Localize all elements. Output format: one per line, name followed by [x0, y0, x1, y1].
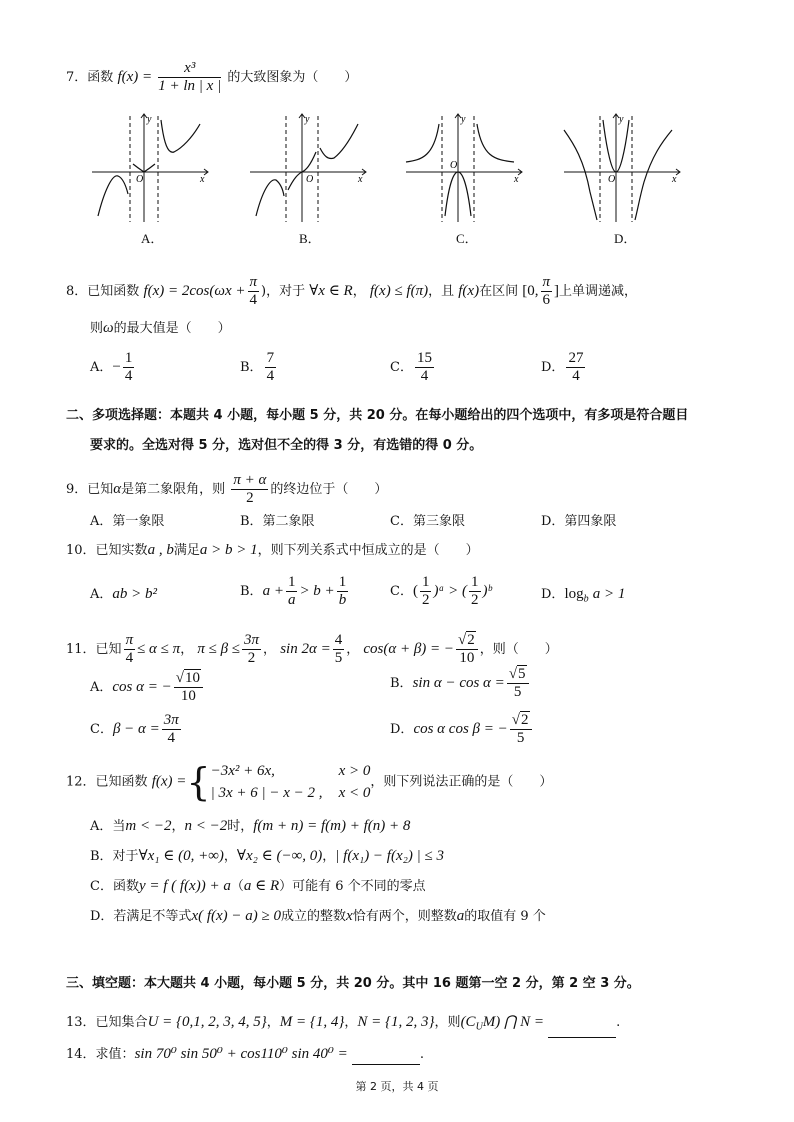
- q11-option-d[interactable]: D．cos α cos β = − $\frac{√2}{5}$: [390, 712, 534, 747]
- q10-option-c[interactable]: C．( $\frac{1}{2}$ )ᵃ > ( $\frac{1}{2}$ )ᵇ: [390, 574, 492, 608]
- q7-c-y-label: y: [461, 114, 466, 125]
- piecewise-cases: −3x² + 6x, x > 0 | 3x + 6 | − x − 2 , x < 0: [210, 763, 371, 801]
- q7-stem: 7．函数 f(x) = $\frac{\text{x³}}{1 + \ln | x |}$ 的大致图象为（ ）: [66, 60, 358, 94]
- q7-a-y-label: y: [147, 114, 152, 125]
- q11-option-b[interactable]: B．sin α − cos α = $\frac{√5}{5}$: [390, 666, 531, 701]
- q11-option-c[interactable]: C．β − α = $\frac{3\pi}{4}$: [90, 712, 179, 746]
- q7-a-x-label: x: [200, 174, 205, 185]
- q12-option-d[interactable]: D．若满足不等式x( f(x) − a) ≥ 0成立的整数x恰有两个，则整数a的取值有 9 个: [90, 908, 546, 924]
- q7-graph-c: [402, 112, 528, 224]
- q14-stem: 14．求值：sin 70⁰ sin 50⁰ + cos110⁰ sin 40⁰ = .: [66, 1044, 424, 1065]
- q10-option-a[interactable]: A．ab > b²: [90, 586, 158, 602]
- q7-d-y-label: y: [619, 114, 624, 125]
- q9-option-c[interactable]: C．第三象限: [390, 514, 465, 529]
- q13-stem: 13．已知集合U = {0,1, 2, 3, 4, 5}，M = {1, 4}，N = {1, 2, 3}，则$(C_UM)$ ⋂ N = .: [66, 1012, 620, 1038]
- q7-option-a[interactable]: A．: [141, 231, 164, 246]
- section-3-heading: 三、填空题：本大题共 4 小题，每小题 5 分，共 20 分。其中 16 题第一空 2 分，第 2 空 3 分。: [66, 976, 640, 991]
- q8-option-d[interactable]: D． $\frac{27}{4}$: [541, 350, 584, 384]
- q8-option-b[interactable]: B． $\frac{7}{4}$: [240, 350, 275, 384]
- q7-b-x-label: x: [358, 174, 363, 185]
- q9-option-d[interactable]: D．第四象限: [541, 514, 617, 529]
- section-2-heading-line2: 要求的。全选对得 5 分，选对但不全的得 3 分，有选错的得 0 分。: [90, 438, 483, 453]
- q7-graph-b: [246, 112, 372, 224]
- q7-fraction: $\frac{\text{x³}}{1 + \ln | x |}$: [158, 60, 222, 94]
- q10-option-b[interactable]: B．a + $\frac{1}{a}$ > b + $\frac{1}{b}$: [240, 574, 347, 608]
- q11-option-a[interactable]: A．cos α = − $\frac{√10}{10}$: [90, 670, 205, 705]
- q9-stem: 9．已知α是第二象限角，则 $\frac{\pi + \alpha}{2}$ 的终边位于（ ）: [66, 472, 388, 506]
- q7-option-b[interactable]: B．: [299, 231, 321, 246]
- q8-option-a[interactable]: A．− $\frac{1}{4}$: [90, 350, 133, 384]
- q7-d-x-label: x: [672, 174, 677, 185]
- q7-graph-d: [560, 112, 686, 224]
- q11-stem: 11．已知 $\frac{\pi}{4}$ ≤ α ≤ π， π ≤ β ≤ $\frac{3\pi}{2}$ ， sin 2α = $\frac{4}{5}$ ， cos(α + β) = − $\frac{√2}{10}$ ，则（ ）: [66, 632, 558, 666]
- section-2-heading: 二、多项选择题：本题共 4 小题，每小题 5 分，共 20 分。在每小题给出的四个选项中，有多项是符合题目: [66, 408, 689, 423]
- q7-option-c[interactable]: C．: [456, 231, 478, 246]
- q7-b-origin: O: [306, 174, 314, 185]
- q7-option-d[interactable]: D．: [614, 231, 637, 246]
- q9-option-b[interactable]: B．第二象限: [240, 514, 315, 529]
- q7-d-origin: O: [608, 174, 616, 185]
- q12-option-b[interactable]: B．对于∀x₁ ∈ (0, +∞)，∀x₂ ∈ (−∞, 0)，| f(x₁) − f(x₂) | ≤ 3: [90, 848, 444, 864]
- q7-c-origin: O: [450, 160, 458, 171]
- q14-answer-blank[interactable]: [352, 1050, 420, 1065]
- q8-stem: 8．已知函数 f(x) = 2cos(ωx + $\frac{\pi}{4}$ )，对于 ∀x ∈ R， f(x) ≤ f(π)，且 f(x)在区间 [0, $\frac{\pi}{6}$ ]上单调递减，: [66, 274, 638, 308]
- q13-answer-blank[interactable]: [548, 1023, 616, 1038]
- q10-option-d[interactable]: D．$\log_b a > 1$: [541, 586, 626, 605]
- q12-option-c[interactable]: C．函数y = f ( f(x)) + a（a ∈ R）可能有 6 个不同的零点: [90, 878, 426, 894]
- q7-b-y-label: y: [305, 114, 310, 125]
- q7-c-x-label: x: [514, 174, 519, 185]
- q7-graph-a: [88, 112, 214, 224]
- page-footer: 第 2 页，共 4 页: [355, 1080, 439, 1093]
- q7-a-origin: O: [136, 174, 144, 185]
- q10-stem: 10．已知实数a , b满足a > b > 1，则下列关系式中恒成立的是（ ）: [66, 542, 479, 558]
- q8-stem-line2: 则ω的最大值是（ ）: [90, 320, 231, 336]
- q12-stem: 12．已知函数 f(x) ={ −3x² + 6x, x > 0 | 3x + 6 | − x − 2 , x < 0 ，则下列说法正确的是（ ）: [66, 760, 553, 804]
- piecewise-brace: {: [186, 760, 211, 804]
- q8-option-c[interactable]: C． $\frac{15}{4}$: [390, 350, 432, 384]
- q12-option-a[interactable]: A．当m < −2，n < −2时，f(m + n) = f(m) + f(n) + 8: [90, 818, 411, 834]
- q9-option-a[interactable]: A．第一象限: [90, 514, 165, 529]
